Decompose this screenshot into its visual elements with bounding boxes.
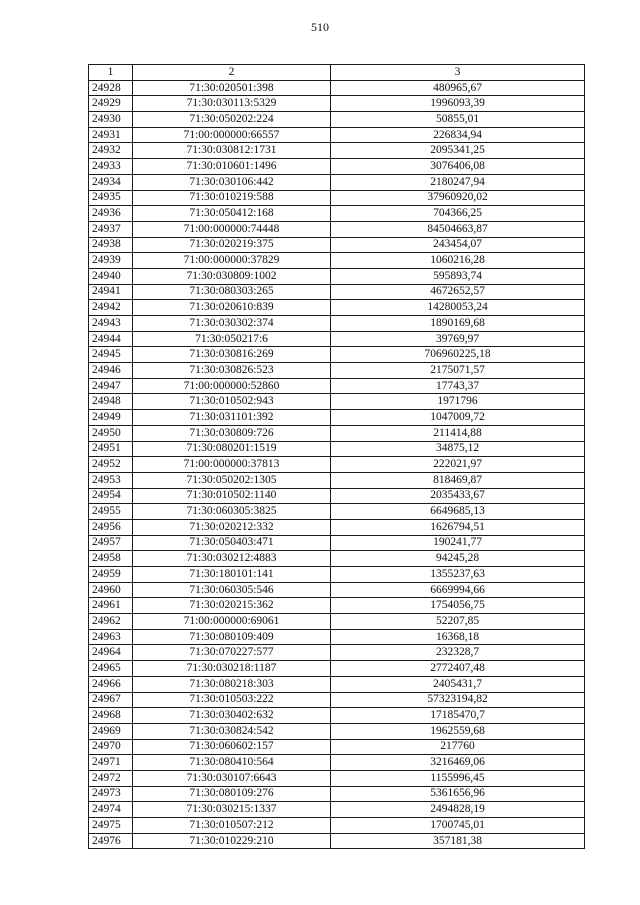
row-number-cell: 24975 xyxy=(89,818,133,834)
table-row xyxy=(89,472,585,488)
value-cell: 2494828,19 xyxy=(331,802,585,818)
value-cell: 39769,97 xyxy=(331,331,585,347)
value-cell: 3216469,06 xyxy=(331,755,585,771)
value-cell: 37960920,02 xyxy=(331,190,585,206)
value-cell: 2035433,67 xyxy=(331,488,585,504)
value-cell: 818469,87 xyxy=(331,472,585,488)
value-cell: 1047009,72 xyxy=(331,410,585,426)
cadastral-number-cell: 71:30:020215:362 xyxy=(133,598,331,614)
table-row xyxy=(89,143,585,159)
value-cell: 2180247,94 xyxy=(331,174,585,190)
value-cell: 226834,94 xyxy=(331,127,585,143)
row-number-cell: 24952 xyxy=(89,457,133,473)
table-row xyxy=(89,80,585,96)
cadastral-number-cell: 71:00:000000:74448 xyxy=(133,221,331,237)
row-number-cell: 24946 xyxy=(89,363,133,379)
row-number-cell: 24963 xyxy=(89,629,133,645)
row-number-cell: 24937 xyxy=(89,221,133,237)
cadastral-number-cell: 71:30:010507:212 xyxy=(133,818,331,834)
table-row xyxy=(89,551,585,567)
table-row xyxy=(89,457,585,473)
cadastral-number-cell: 71:30:030215:1337 xyxy=(133,802,331,818)
table-row xyxy=(89,802,585,818)
row-number-cell: 24959 xyxy=(89,567,133,583)
value-cell: 1962559,68 xyxy=(331,723,585,739)
cadastral-number-cell: 71:30:030107:6643 xyxy=(133,770,331,786)
value-cell: 84504663,87 xyxy=(331,221,585,237)
row-number-cell: 24957 xyxy=(89,535,133,551)
value-cell: 217760 xyxy=(331,739,585,755)
row-number-cell: 24933 xyxy=(89,159,133,175)
value-cell: 1355237,63 xyxy=(331,567,585,583)
table-row xyxy=(89,755,585,771)
row-number-cell: 24970 xyxy=(89,739,133,755)
table-row xyxy=(89,284,585,300)
row-number-cell: 24956 xyxy=(89,519,133,535)
value-cell: 1700745,01 xyxy=(331,818,585,834)
value-cell: 6669994,66 xyxy=(331,582,585,598)
cadastral-number-cell: 71:30:180101:141 xyxy=(133,567,331,583)
table-row xyxy=(89,300,585,316)
table-row xyxy=(89,394,585,410)
table-row xyxy=(89,363,585,379)
row-number-cell: 24948 xyxy=(89,394,133,410)
cadastral-number-cell: 71:30:010229:210 xyxy=(133,833,331,849)
table-row xyxy=(89,770,585,786)
table-row xyxy=(89,519,585,535)
value-cell: 595893,74 xyxy=(331,268,585,284)
table-row xyxy=(89,629,585,645)
row-number-cell: 24955 xyxy=(89,504,133,520)
cadastral-number-cell: 71:30:080410:564 xyxy=(133,755,331,771)
table-row xyxy=(89,441,585,457)
value-cell: 232328,7 xyxy=(331,645,585,661)
cadastral-number-cell: 71:30:050202:1305 xyxy=(133,472,331,488)
value-cell: 17743,37 xyxy=(331,378,585,394)
column-header-2: 2 xyxy=(133,65,331,81)
cadastral-number-cell: 71:30:060305:3825 xyxy=(133,504,331,520)
row-number-cell: 24929 xyxy=(89,96,133,112)
table-row xyxy=(89,410,585,426)
cadastral-number-cell: 71:30:031101:392 xyxy=(133,410,331,426)
cadastral-number-cell: 71:30:020501:398 xyxy=(133,80,331,96)
table-row xyxy=(89,786,585,802)
cadastral-number-cell: 71:30:020219:375 xyxy=(133,237,331,253)
table-row xyxy=(89,567,585,583)
row-number-cell: 24936 xyxy=(89,206,133,222)
row-number-cell: 24944 xyxy=(89,331,133,347)
value-cell: 16368,18 xyxy=(331,629,585,645)
value-cell: 50855,01 xyxy=(331,112,585,128)
value-cell: 14280053,24 xyxy=(331,300,585,316)
table-row xyxy=(89,237,585,253)
row-number-cell: 24966 xyxy=(89,676,133,692)
cadastral-number-cell: 71:30:030816:269 xyxy=(133,347,331,363)
cadastral-number-cell: 71:30:030809:726 xyxy=(133,425,331,441)
value-cell: 1971796 xyxy=(331,394,585,410)
row-number-cell: 24950 xyxy=(89,425,133,441)
cadastral-number-cell: 71:00:000000:66557 xyxy=(133,127,331,143)
cadastral-number-cell: 71:30:030812:1731 xyxy=(133,143,331,159)
value-cell: 222021,97 xyxy=(331,457,585,473)
value-cell: 57323194,82 xyxy=(331,692,585,708)
value-cell: 1060216,28 xyxy=(331,253,585,269)
row-number-cell: 24960 xyxy=(89,582,133,598)
table-row xyxy=(89,818,585,834)
value-cell: 1996093,39 xyxy=(331,96,585,112)
value-cell: 243454,07 xyxy=(331,237,585,253)
cadastral-number-cell: 71:30:080109:409 xyxy=(133,629,331,645)
value-cell: 1754056,75 xyxy=(331,598,585,614)
row-number-cell: 24941 xyxy=(89,284,133,300)
cadastral-number-cell: 71:30:060305:546 xyxy=(133,582,331,598)
table-row xyxy=(89,96,585,112)
page-number: 510 xyxy=(311,20,329,34)
row-number-cell: 24943 xyxy=(89,316,133,332)
cadastral-number-cell: 71:30:020610:839 xyxy=(133,300,331,316)
table-row xyxy=(89,614,585,630)
row-number-cell: 24949 xyxy=(89,410,133,426)
cadastral-number-cell: 71:30:080218:303 xyxy=(133,676,331,692)
row-number-cell: 24951 xyxy=(89,441,133,457)
row-number-cell: 24940 xyxy=(89,268,133,284)
value-cell: 34875,12 xyxy=(331,441,585,457)
table-row xyxy=(89,598,585,614)
cadastral-number-cell: 71:30:030212:4883 xyxy=(133,551,331,567)
cadastral-number-cell: 71:30:030809:1002 xyxy=(133,268,331,284)
cadastral-number-cell: 71:30:030402:632 xyxy=(133,708,331,724)
cadastral-number-cell: 71:30:010503:222 xyxy=(133,692,331,708)
row-number-cell: 24931 xyxy=(89,127,133,143)
row-number-cell: 24974 xyxy=(89,802,133,818)
row-number-cell: 24932 xyxy=(89,143,133,159)
table-row xyxy=(89,190,585,206)
table-row xyxy=(89,723,585,739)
table-row xyxy=(89,535,585,551)
row-number-cell: 24953 xyxy=(89,472,133,488)
value-cell: 211414,88 xyxy=(331,425,585,441)
row-number-cell: 24964 xyxy=(89,645,133,661)
table-row xyxy=(89,582,585,598)
row-number-cell: 24935 xyxy=(89,190,133,206)
cadastral-number-cell: 71:30:080109:276 xyxy=(133,786,331,802)
value-cell: 1155996,45 xyxy=(331,770,585,786)
value-cell: 706960225,18 xyxy=(331,347,585,363)
value-cell: 94245,28 xyxy=(331,551,585,567)
value-cell: 480965,67 xyxy=(331,80,585,96)
value-cell: 190241,77 xyxy=(331,535,585,551)
cadastral-number-cell: 71:30:030824:542 xyxy=(133,723,331,739)
table-row xyxy=(89,331,585,347)
value-cell: 2095341,25 xyxy=(331,143,585,159)
table-row xyxy=(89,833,585,849)
table-header-row xyxy=(89,65,585,81)
table-row xyxy=(89,504,585,520)
value-cell: 17185470,7 xyxy=(331,708,585,724)
cadastral-number-cell: 71:30:080303:265 xyxy=(133,284,331,300)
row-number-cell: 24945 xyxy=(89,347,133,363)
table-row xyxy=(89,347,585,363)
table-body xyxy=(89,80,585,849)
table-row xyxy=(89,708,585,724)
row-number-cell: 24969 xyxy=(89,723,133,739)
cadastral-number-cell: 71:30:010502:1140 xyxy=(133,488,331,504)
value-cell: 4672652,57 xyxy=(331,284,585,300)
row-number-cell: 24928 xyxy=(89,80,133,96)
cadastral-number-cell: 71:30:030106:442 xyxy=(133,174,331,190)
column-header-1: 1 xyxy=(89,65,133,81)
value-cell: 2175071,57 xyxy=(331,363,585,379)
row-number-cell: 24965 xyxy=(89,661,133,677)
cadastral-number-cell: 71:30:060602:157 xyxy=(133,739,331,755)
table-row xyxy=(89,127,585,143)
cadastral-number-cell: 71:30:020212:332 xyxy=(133,519,331,535)
table-row xyxy=(89,692,585,708)
value-cell: 1626794,51 xyxy=(331,519,585,535)
table-row xyxy=(89,661,585,677)
table-row xyxy=(89,221,585,237)
cadastral-number-cell: 71:30:070227:577 xyxy=(133,645,331,661)
cadastral-number-cell: 71:30:050202:224 xyxy=(133,112,331,128)
table-row xyxy=(89,739,585,755)
row-number-cell: 24967 xyxy=(89,692,133,708)
row-number-cell: 24973 xyxy=(89,786,133,802)
value-cell: 5361656,96 xyxy=(331,786,585,802)
row-number-cell: 24972 xyxy=(89,770,133,786)
table-row xyxy=(89,645,585,661)
row-number-cell: 24939 xyxy=(89,253,133,269)
cadastral-value-table xyxy=(88,64,585,849)
table-row xyxy=(89,174,585,190)
row-number-cell: 24958 xyxy=(89,551,133,567)
row-number-cell: 24942 xyxy=(89,300,133,316)
row-number-cell: 24971 xyxy=(89,755,133,771)
value-cell: 3076406,08 xyxy=(331,159,585,175)
value-cell: 52207,85 xyxy=(331,614,585,630)
table-row xyxy=(89,378,585,394)
cadastral-number-cell: 71:30:050403:471 xyxy=(133,535,331,551)
value-cell: 2772407,48 xyxy=(331,661,585,677)
value-cell: 2405431,7 xyxy=(331,676,585,692)
row-number-cell: 24976 xyxy=(89,833,133,849)
row-number-cell: 24962 xyxy=(89,614,133,630)
cadastral-number-cell: 71:30:030218:1187 xyxy=(133,661,331,677)
cadastral-number-cell: 71:30:030113:5329 xyxy=(133,96,331,112)
cadastral-number-cell: 71:30:010502:943 xyxy=(133,394,331,410)
value-cell: 357181,38 xyxy=(331,833,585,849)
row-number-cell: 24954 xyxy=(89,488,133,504)
table-row xyxy=(89,253,585,269)
cadastral-number-cell: 71:30:080201:1519 xyxy=(133,441,331,457)
row-number-cell: 24930 xyxy=(89,112,133,128)
column-header-3: 3 xyxy=(331,65,585,81)
value-cell: 6649685,13 xyxy=(331,504,585,520)
row-number-cell: 24968 xyxy=(89,708,133,724)
cadastral-number-cell: 71:30:010601:1496 xyxy=(133,159,331,175)
value-cell: 704366,25 xyxy=(331,206,585,222)
row-number-cell: 24961 xyxy=(89,598,133,614)
cadastral-number-cell: 71:00:000000:37813 xyxy=(133,457,331,473)
cadastral-number-cell: 71:30:010219:588 xyxy=(133,190,331,206)
table-row xyxy=(89,159,585,175)
table-row xyxy=(89,676,585,692)
value-cell: 1890169,68 xyxy=(331,316,585,332)
row-number-cell: 24947 xyxy=(89,378,133,394)
table-row xyxy=(89,206,585,222)
cadastral-number-cell: 71:30:030302:374 xyxy=(133,316,331,332)
cadastral-number-cell: 71:30:050217:6 xyxy=(133,331,331,347)
row-number-cell: 24938 xyxy=(89,237,133,253)
cadastral-number-cell: 71:30:050412:168 xyxy=(133,206,331,222)
table-row xyxy=(89,425,585,441)
cadastral-number-cell: 71:30:030826:523 xyxy=(133,363,331,379)
table-row xyxy=(89,112,585,128)
table-row xyxy=(89,488,585,504)
cadastral-number-cell: 71:00:000000:52860 xyxy=(133,378,331,394)
cadastral-number-cell: 71:00:000000:37829 xyxy=(133,253,331,269)
table-row xyxy=(89,268,585,284)
table-row xyxy=(89,316,585,332)
cadastral-number-cell: 71:00:000000:69061 xyxy=(133,614,331,630)
row-number-cell: 24934 xyxy=(89,174,133,190)
